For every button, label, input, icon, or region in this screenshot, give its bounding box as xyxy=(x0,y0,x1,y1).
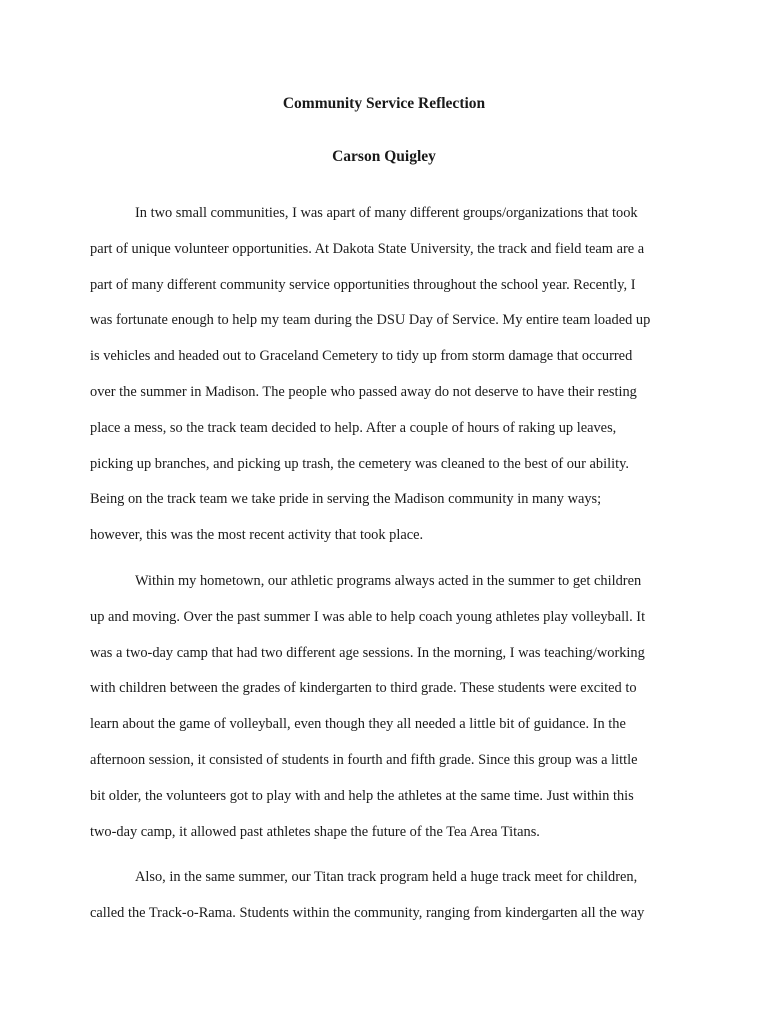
paragraph-line: is vehicles and headed out to Graceland Cemetery to tidy up from storm damage that occurred xyxy=(90,348,633,365)
paragraph-line: up and moving. Over the past summer I was able to help coach young athletes play volleyball. It xyxy=(90,608,646,625)
document-title: Community Service Reflection xyxy=(282,95,486,112)
paragraph-line: picking up branches, and picking up trash, the cemetery was cleaned to the best of our ability. xyxy=(90,455,629,472)
paragraph-line: with children between the grades of kindergarten to third grade. These students were excited to xyxy=(90,680,637,697)
paragraph-line: In two small communities, I was apart of many different groups/organizations that took xyxy=(135,205,638,221)
paragraph-line: learn about the game of volleyball, even though they all needed a little bit of guidance. In the xyxy=(90,716,626,733)
document-author: Carson Quigley xyxy=(332,148,436,165)
paragraph-line: was fortunate enough to help my team during the DSU Day of Service. My entire team loaded up xyxy=(90,312,651,329)
paragraph-2 xyxy=(90,564,680,850)
paragraph-line: afternoon session, it consisted of students in fourth and fifth grade. Since this group was a little xyxy=(90,751,638,768)
paragraph-gap xyxy=(90,850,680,860)
paragraph-line: however, this was the most recent activity that took place. xyxy=(90,527,424,544)
paragraph-1 xyxy=(90,196,680,554)
paragraph-line: over the summer in Madison. The people who passed away do not deserve to have their resting xyxy=(90,383,637,400)
paragraph-line: Also, in the same summer, our Titan track program held a huge track meet for children, xyxy=(135,869,638,886)
paragraph-line: called the Track-o-Rama. Students within the community, ranging from kindergarten all the way xyxy=(90,905,645,922)
paragraph-line: Within my hometown, our athletic programs always acted in the summer to get children xyxy=(135,572,642,589)
paragraph-line: part of unique volunteer opportunities. At Dakota State University, the track and field team are a xyxy=(90,240,645,257)
paragraph-line: bit older, the volunteers got to play with and help the athletes at the same time. Just within this xyxy=(90,787,634,804)
paragraph-gap xyxy=(90,554,680,564)
paragraph-line: two-day camp, it allowed past athletes shape the future of the Tea Area Titans. xyxy=(90,823,540,840)
document-body xyxy=(90,196,680,932)
paragraph-line: Being on the track team we take pride in serving the Madison community in many ways; xyxy=(90,491,602,508)
paragraph-line: place a mess, so the track team decided to help. After a couple of hours of raking up leaves, xyxy=(90,419,617,436)
paragraph-line: was a two-day camp that had two different age sessions. In the morning, I was teaching/working xyxy=(90,644,645,661)
paragraph-3 xyxy=(90,860,680,932)
paragraph-line: part of many different community service opportunities throughout the school year. Recently, I xyxy=(90,276,636,293)
